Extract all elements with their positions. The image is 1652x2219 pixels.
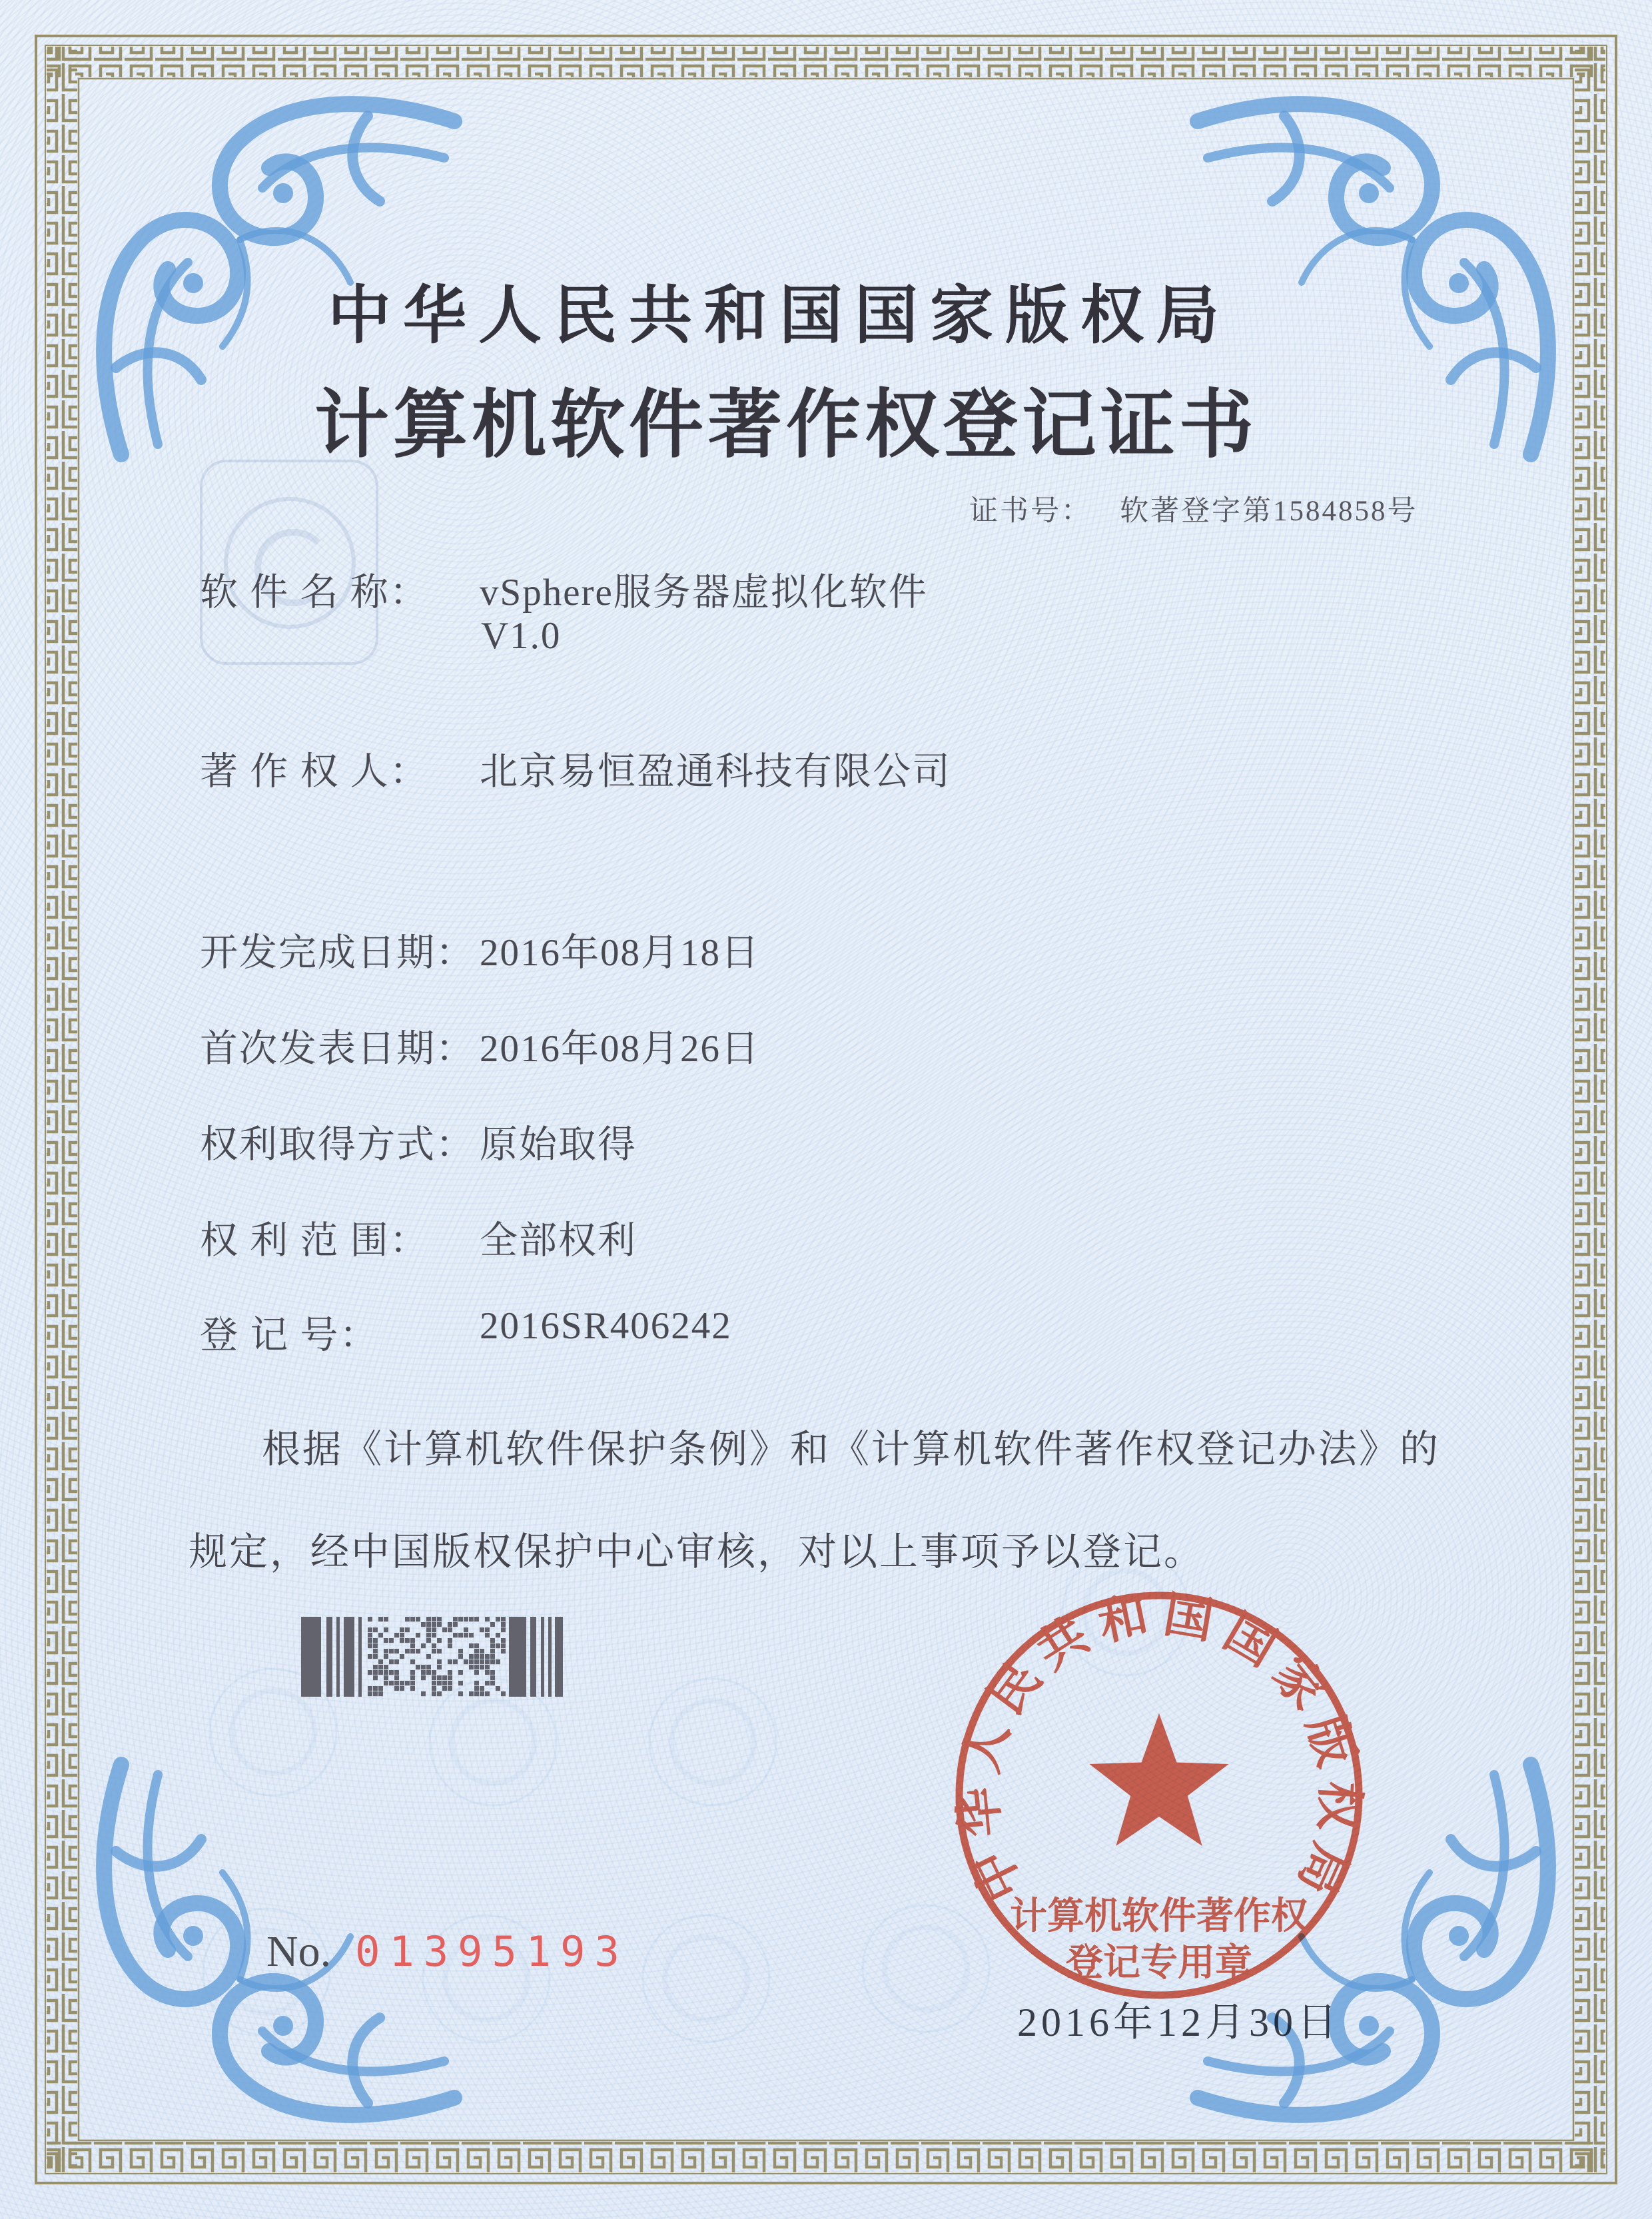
- certificate-title: 计算机软件著作权登记证书: [314, 384, 1258, 467]
- field-value: vSphere服务器虚拟化软件: [480, 572, 928, 614]
- field-rights-acquisition: [200, 1114, 637, 1168]
- field-value: 全部权利: [480, 1220, 637, 1262]
- field-value: 2016年08月26日: [480, 1028, 760, 1070]
- barcode: [301, 1615, 568, 1702]
- statement-line-1: 根据《计算机软件保护条例》和《计算机软件著作权登记办法》的: [262, 1428, 1441, 1471]
- seal-date: 2016年12月30日: [1017, 2000, 1341, 2044]
- field-label: 权 利 范 围：: [200, 1220, 429, 1262]
- field-software-version: V1.0: [481, 615, 562, 657]
- certificate-number-value: 软著登字第1584858号: [1120, 496, 1418, 527]
- statement-line-2: 规定，经中国版权保护中心审核，对以上事项予以登记。: [189, 1530, 1205, 1573]
- field-label: 权利取得方式：: [200, 1124, 475, 1166]
- serial-number-line: [266, 1927, 629, 1977]
- seal-star-icon: [1089, 1713, 1228, 1846]
- seal-caption-line-2: 登记专用章: [1066, 1943, 1252, 1984]
- serial-prefix: No.: [266, 1927, 332, 1976]
- seal-caption-line-1: 计算机软件著作权: [1010, 1896, 1308, 1937]
- field-label: 著 作 权 人：: [200, 751, 429, 793]
- field-software-name: [200, 562, 928, 616]
- field-dev-complete-date: [200, 922, 760, 977]
- seal-ring-text: 中华人民共和国国家版权局: [951, 1587, 1367, 1909]
- official-seal: [943, 1579, 1376, 2012]
- field-value: 2016年08月18日: [480, 932, 760, 974]
- field-first-publish-date: [200, 1018, 760, 1073]
- field-copyright-owner: [200, 741, 951, 795]
- field-label: 软 件 名 称：: [200, 572, 429, 614]
- field-value: 北京易恒盈通科技有限公司: [480, 751, 951, 793]
- field-rights-scope: [200, 1210, 637, 1264]
- field-registration-number: [200, 1304, 732, 1359]
- field-value: 2016SR406242: [480, 1305, 732, 1347]
- field-label: 登 记 号：: [200, 1314, 379, 1356]
- authority-title: 中华人民共和国国家版权局: [327, 280, 1231, 351]
- field-value: 原始取得: [480, 1124, 637, 1166]
- certificate-number-label: 证书号：: [969, 496, 1092, 527]
- field-label: 首次发表日期：: [200, 1028, 475, 1070]
- serial-number: 01395193: [355, 1927, 629, 1976]
- certificate-number-line: [969, 488, 1418, 529]
- field-label: 开发完成日期：: [200, 932, 475, 974]
